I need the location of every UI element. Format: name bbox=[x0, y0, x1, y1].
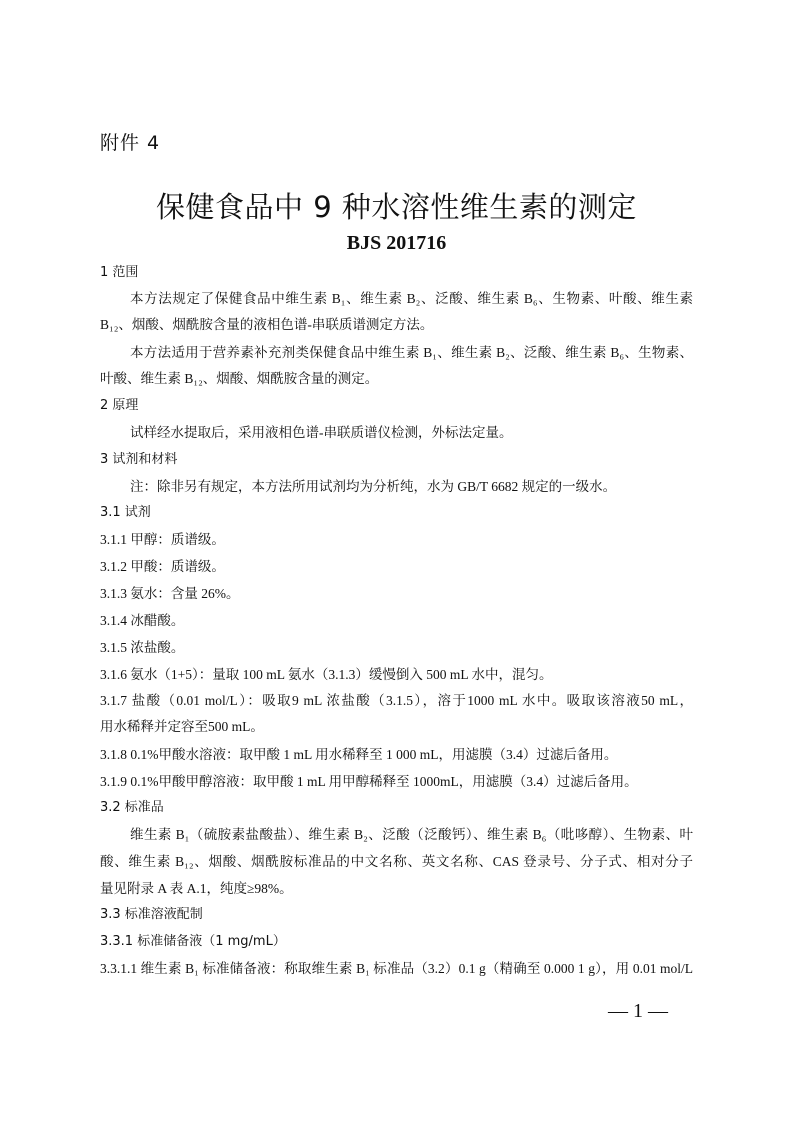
page-number: — 1 — bbox=[608, 1000, 668, 1022]
section-3-heading: 3 试剂和材料 bbox=[100, 452, 178, 467]
attachment-label: 附件 4 bbox=[100, 132, 161, 154]
section-2-heading: 2 原理 bbox=[100, 398, 139, 413]
section-3-1-heading: 3.1 试剂 bbox=[100, 505, 151, 520]
section-3-3-heading: 3.3 标准溶液配制 bbox=[100, 907, 203, 922]
principle-para: 试样经水提取后，采用液相色谱-串联质谱仪检测，外标法定量。 bbox=[130, 425, 513, 440]
scope-para-2-line-1: 本方法适用于营养素补充剂类保健食品中维生素 B₁、维生素 B₂、泛酸、维生素 B₆、生物素、 bbox=[130, 345, 693, 360]
standards-line-2: 酸、维生素 B₁₂、烟酸、烟酰胺标准品的中文名称、英文名称、CAS 登录号、分子式、相对分子 bbox=[100, 854, 693, 869]
section-1-heading: 1 范围 bbox=[100, 265, 139, 280]
reagent-item: 3.1.9 0.1%甲酸甲醇溶液：取甲酸 1 mL 用甲醇稀释至 1000mL，用滤膜（3.4）过滤后备用。 bbox=[100, 774, 638, 789]
standards-line-1: 维生素 B₁（硫胺素盐酸盐）、维生素 B₂、泛酸（泛酸钙）、维生素 B₆（吡哆醇）、生物素、叶 bbox=[130, 827, 693, 842]
reagents-note: 注：除非另有规定，本方法所用试剂均为分析纯，水为 GB/T 6682 规定的一级水。 bbox=[130, 479, 617, 494]
standard-code: BJS 201716 bbox=[346, 232, 447, 254]
scope-para-1-line-1: 本方法规定了保健食品中维生素 B₁、维生素 B₂、泛酸、维生素 B₆、生物素、叶酸、维生素 bbox=[130, 291, 693, 306]
scope-para-2-line-2: 叶酸、维生素 B₁₂、烟酸、烟酰胺含量的测定。 bbox=[100, 371, 379, 386]
section-3-3-1-heading: 3.3.1 标准储备液（1 mg/mL） bbox=[100, 934, 286, 949]
reagent-item: 3.1.5 浓盐酸。 bbox=[100, 640, 185, 655]
section-3-3-1-1-text: 3.3.1.1 维生素 B₁ 标准储备液：称取维生素 B₁ 标准品（3.2）0.1 g（精确至 0.000 1 g），用 0.01 mol/L bbox=[100, 961, 693, 976]
reagent-item: 3.1.3 氨水：含量 26%。 bbox=[100, 586, 240, 601]
section-3-2-heading: 3.2 标准品 bbox=[100, 800, 164, 815]
reagent-item: 3.1.4 冰醋酸。 bbox=[100, 613, 185, 628]
scope-para-1-line-2: B₁₂、烟酸、烟酰胺含量的液相色谱-串联质谱测定方法。 bbox=[100, 317, 434, 332]
reagent-item: 3.1.2 甲酸：质谱级。 bbox=[100, 559, 225, 574]
reagent-item-continued: 用水稀释并定容至500 mL。 bbox=[100, 719, 264, 734]
standards-line-3: 量见附录 A 表 A.1，纯度≥98%。 bbox=[100, 881, 293, 896]
reagent-item: 3.1.6 氨水（1+5）：量取 100 mL 氨水（3.1.3）缓慢倒入 500 mL 水中，混匀。 bbox=[100, 667, 553, 682]
reagent-item: 3.1.7 盐酸（0.01 mol/L）：吸取9 mL 浓盐酸（3.1.5），溶于1000 mL 水中。吸取该溶液50 mL， bbox=[100, 693, 693, 708]
reagent-item: 3.1.1 甲醇：质谱级。 bbox=[100, 532, 225, 547]
reagent-item: 3.1.8 0.1%甲酸水溶液：取甲酸 1 mL 用水稀释至 1 000 mL，用滤膜（3.4）过滤后备用。 bbox=[100, 747, 618, 762]
document-title: 保健食品中 9 种水溶性维生素的测定 bbox=[156, 190, 637, 224]
